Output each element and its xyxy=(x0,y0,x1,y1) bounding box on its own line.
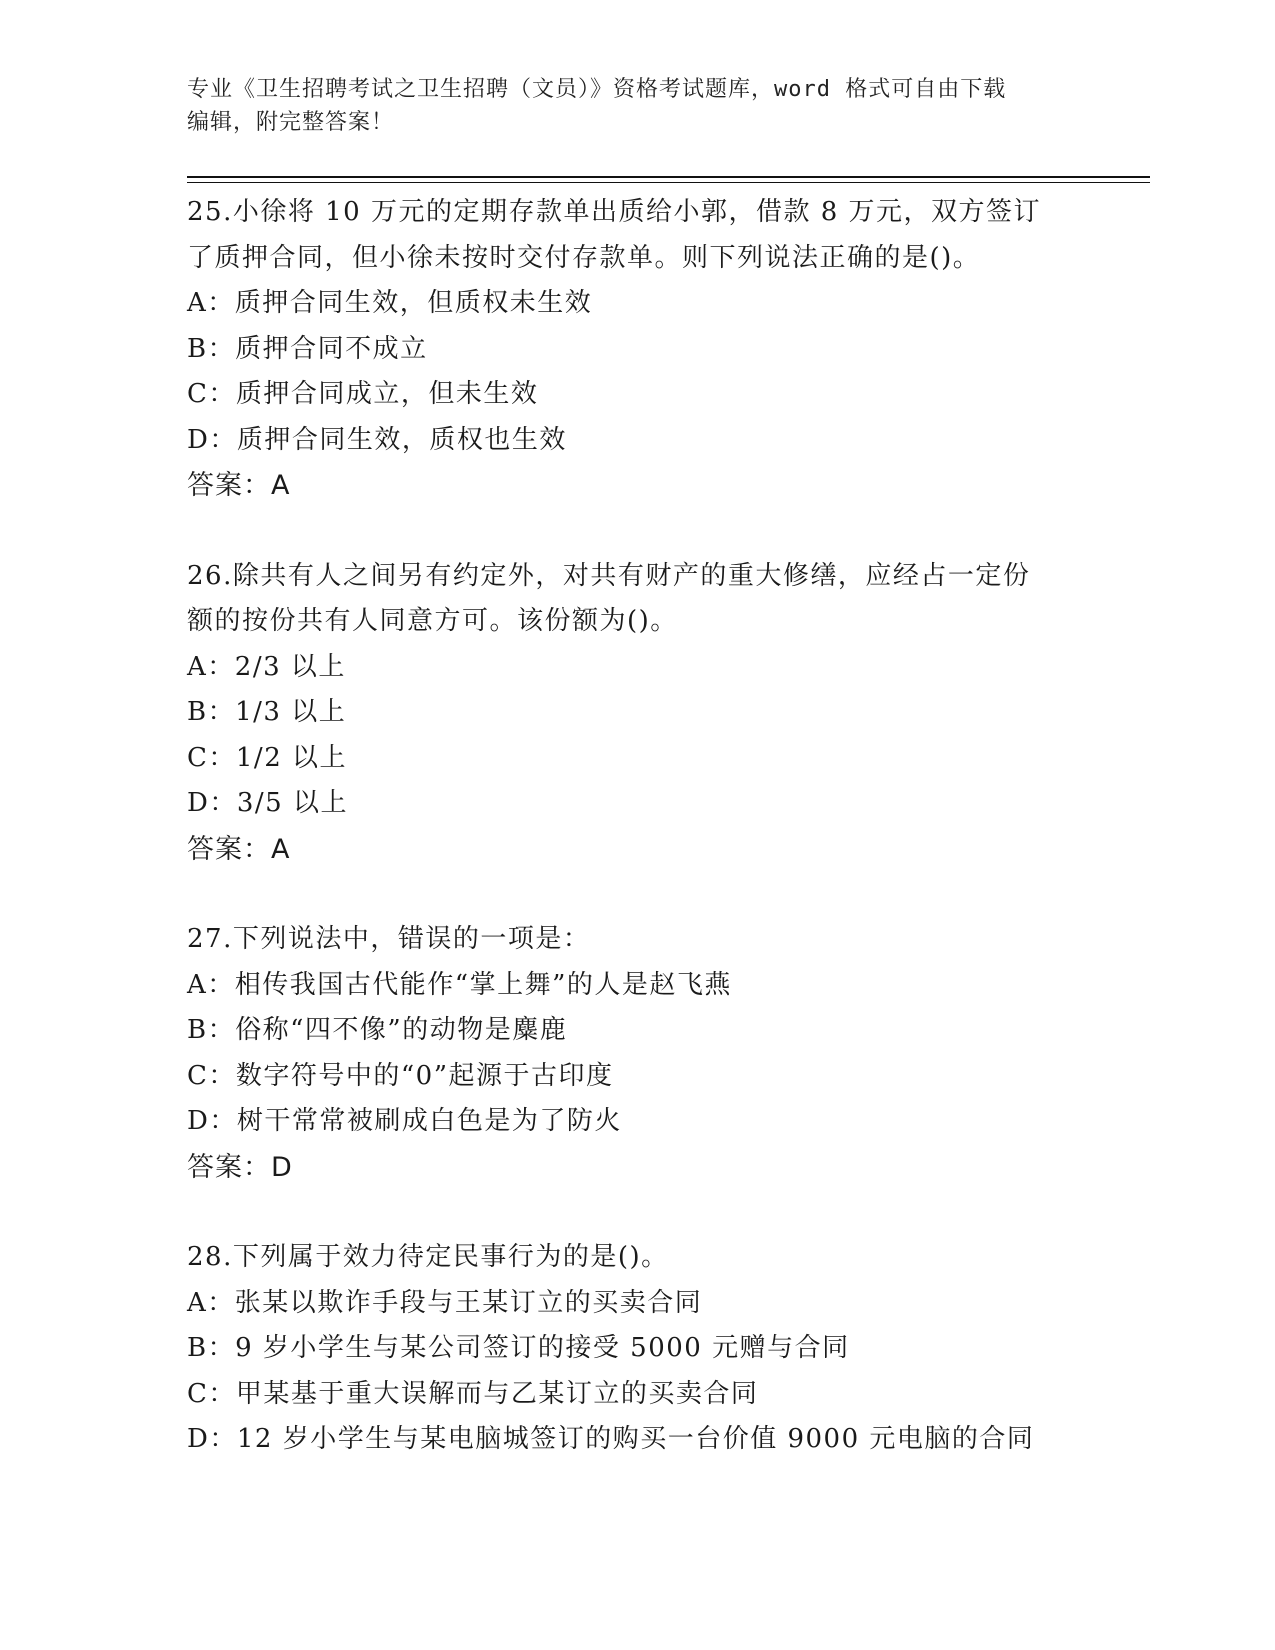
document-header xyxy=(187,73,1067,139)
option-d: D：3/5 以上 xyxy=(187,788,348,818)
option-c: C：甲某基于重大误解而与乙某订立的买卖合同 xyxy=(187,1378,759,1409)
option-a: A：质押合同生效，但质权未生效 xyxy=(187,288,593,318)
answer-text: 答案：A xyxy=(187,470,291,501)
header-divider-thick xyxy=(187,176,1150,178)
option-b: B：俗称“四不像”的动物是麋鹿 xyxy=(187,1015,568,1045)
option-a: A：张某以欺诈手段与王某订立的买卖合同 xyxy=(187,1287,703,1318)
option-c: C：质押合同成立，但未生效 xyxy=(187,379,539,409)
header-line-2: 编辑，附完整答案！ xyxy=(187,110,395,135)
option-b: B：1/3 以上 xyxy=(187,697,347,727)
option-c: C：数字符号中的“0”起源于古印度 xyxy=(187,1060,614,1091)
option-d: D：树干常常被刷成白色是为了防火 xyxy=(187,1106,622,1136)
option-d: D：质押合同生效，质权也生效 xyxy=(187,424,567,455)
question-stem-line: 27.下列说法中，错误的一项是： xyxy=(187,924,591,954)
header-divider-thin xyxy=(187,182,1150,183)
answer-text: 答案：A xyxy=(187,833,291,865)
option-d: D：12 岁小学生与某电脑城签订的购买一台价值 9000 元电脑的合同 xyxy=(187,1424,1035,1454)
question-26 xyxy=(187,554,1087,873)
question-stem-line: 25.小徐将 10 万元的定期存款单出质给小郭，借款 8 万元，双方签订 xyxy=(187,197,1042,227)
header-line-1: 专业《卫生招聘考试之卫生招聘（文员）》资格考试题库，word 格式可自由下载 xyxy=(187,77,1007,102)
question-28 xyxy=(187,1235,1087,1463)
option-a: A：2/3 以上 xyxy=(187,651,346,682)
option-b: B：质押合同不成立 xyxy=(187,333,428,364)
question-stem-line: 额的按份共有人同意方可。该份额为()。 xyxy=(187,606,678,636)
option-b: B：9 岁小学生与某公司签订的接受 5000 元赠与合同 xyxy=(187,1333,850,1363)
question-list xyxy=(187,190,1087,1463)
option-a: A：相传我国古代能作“掌上舞”的人是赵飞燕 xyxy=(187,969,732,1000)
question-27 xyxy=(187,917,1087,1190)
option-c: C：1/2 以上 xyxy=(187,742,348,773)
question-stem-line: 28.下列属于效力待定民事行为的是()。 xyxy=(187,1242,669,1272)
question-stem-line: 了质押合同，但小徐未按时交付存款单。则下列说法正确的是()。 xyxy=(187,242,981,273)
question-stem-line: 26.除共有人之间另有约定外，对共有财产的重大修缮，应经占一定份 xyxy=(187,560,1031,591)
answer-text: 答案：D xyxy=(187,1151,293,1183)
question-25 xyxy=(187,190,1087,509)
